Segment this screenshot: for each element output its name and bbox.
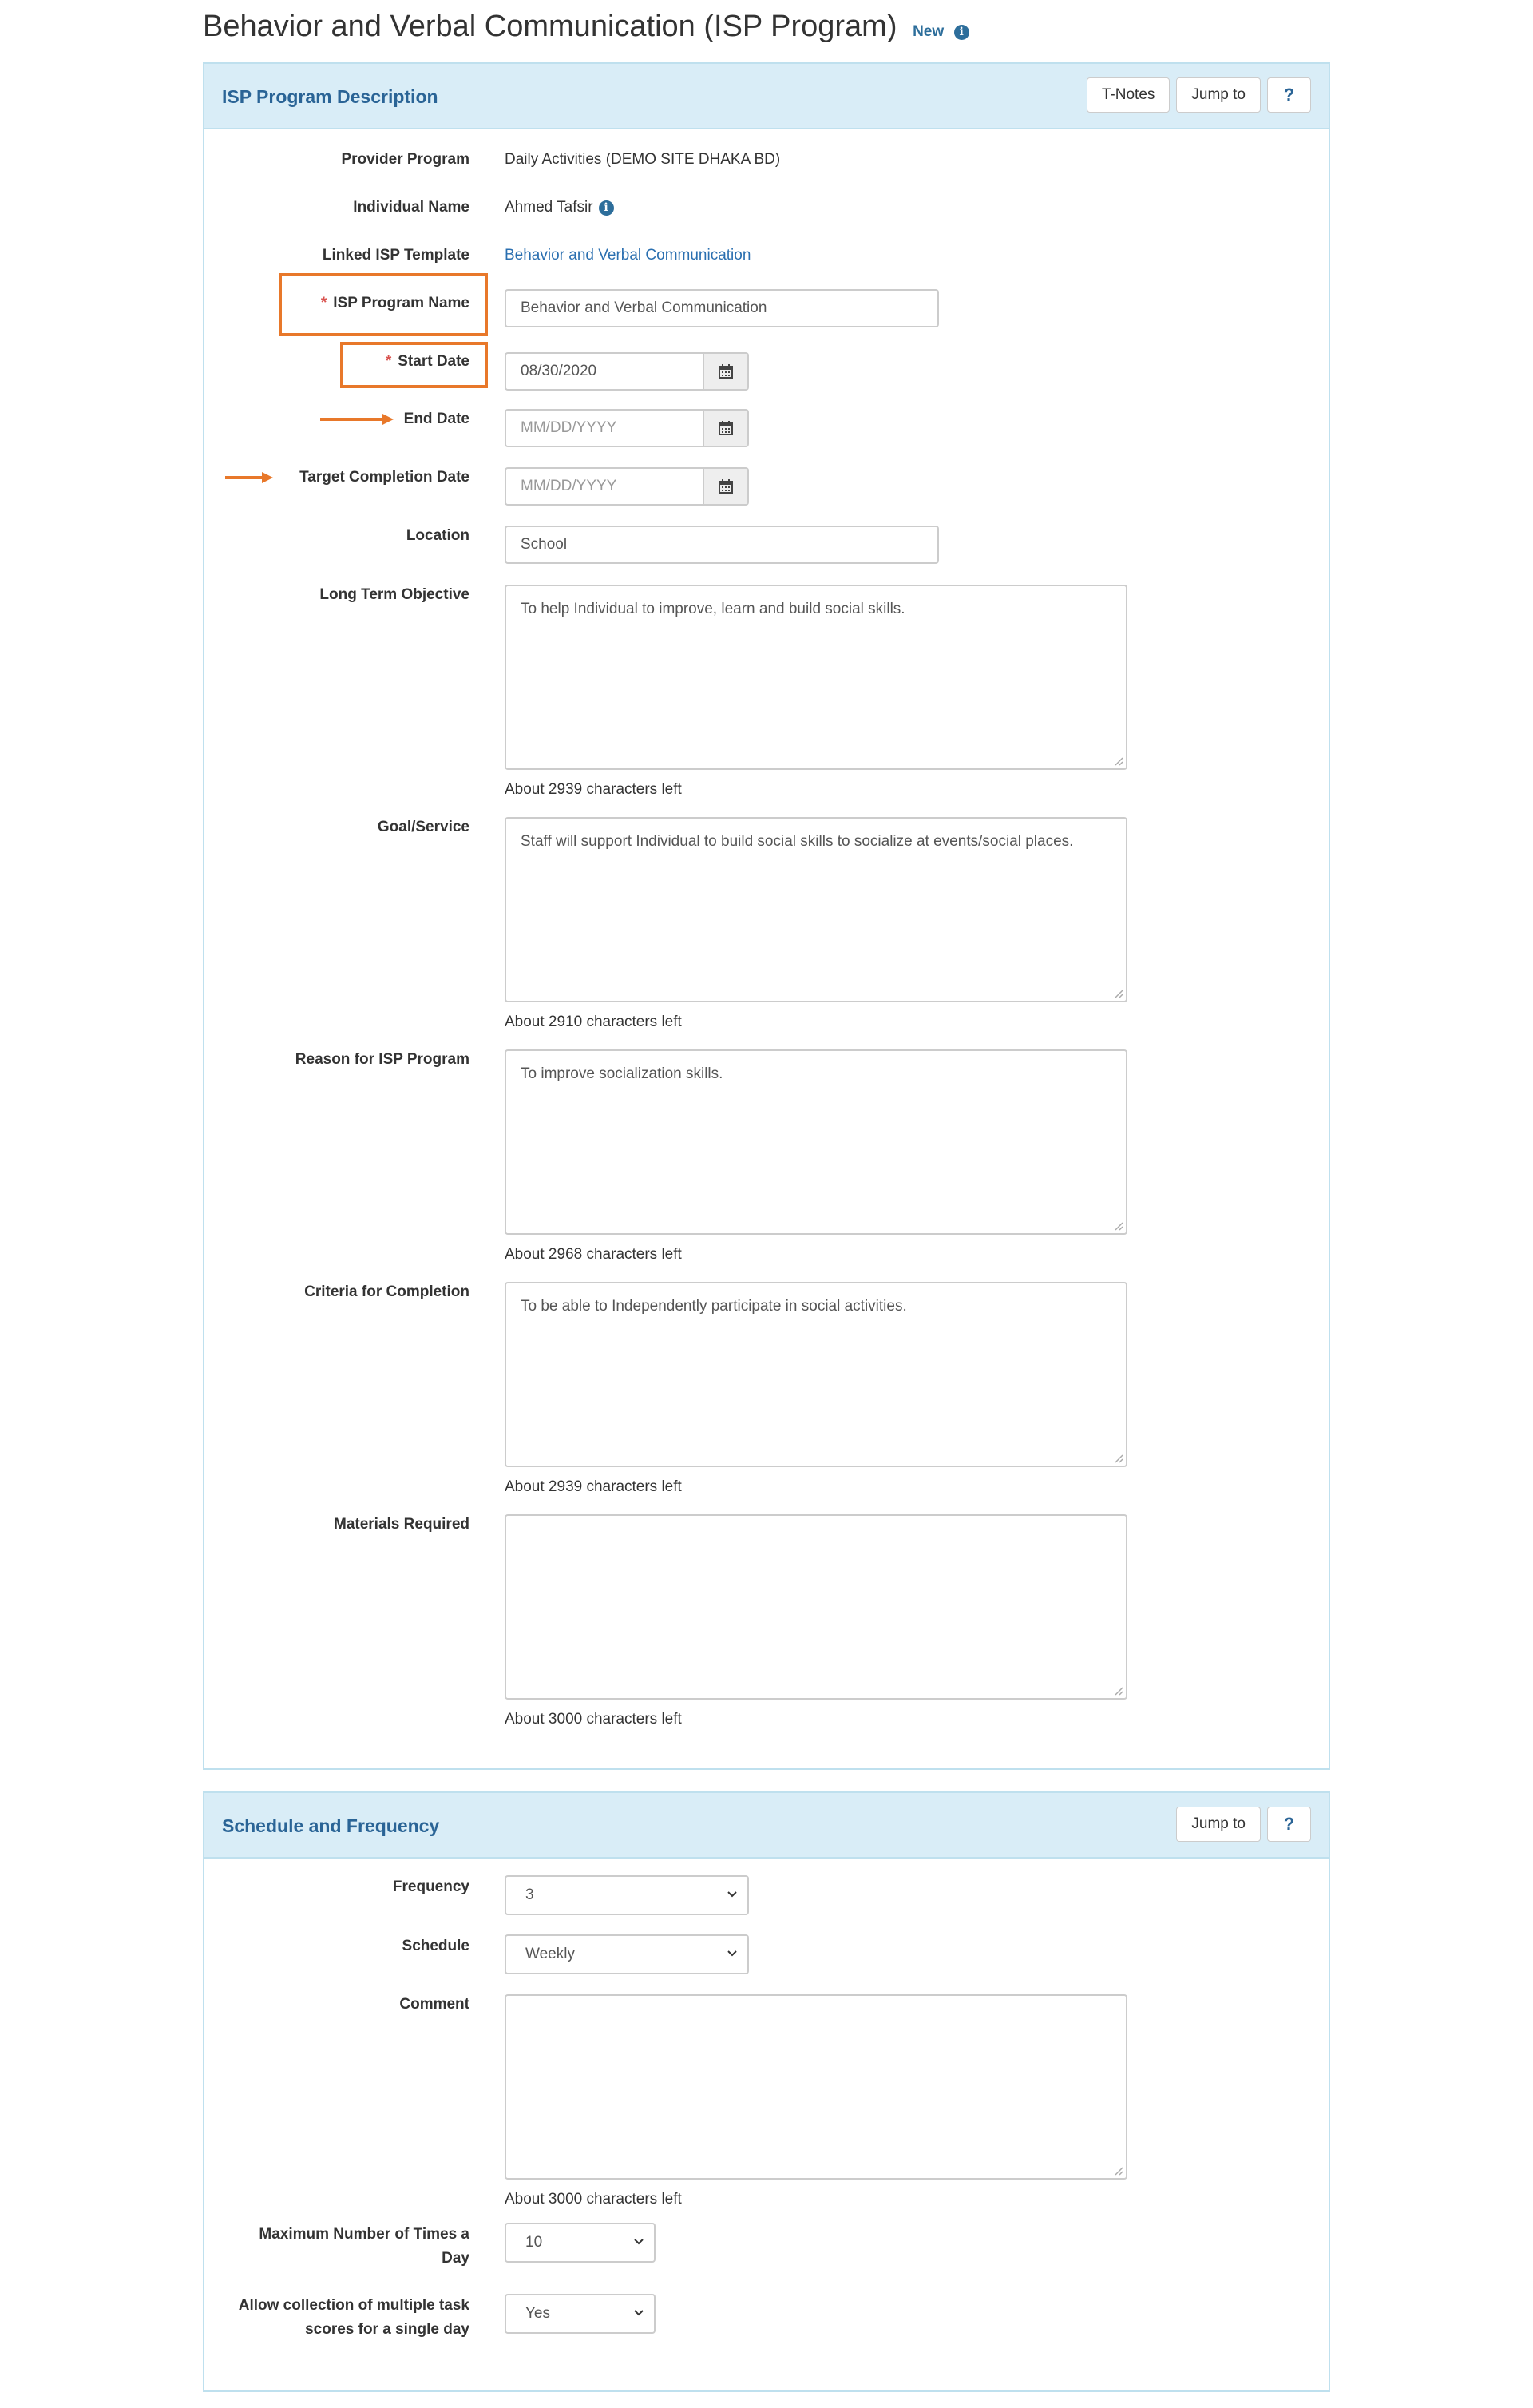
schedule-panel-title: Schedule and Frequency: [222, 1815, 440, 1836]
long-term-objective-text: To help Individual to improve, learn and build social skills.: [521, 601, 905, 617]
start-date-calendar-button[interactable]: [703, 352, 749, 391]
resize-grip-icon[interactable]: [1114, 989, 1123, 998]
schedule-panel: [203, 1791, 1330, 2392]
comment-label: Comment: [399, 1996, 469, 2013]
goal-service-label: Goal/Service: [377, 819, 469, 835]
program-name-label: [321, 292, 469, 315]
program-name-label-text: ISP Program Name: [333, 295, 469, 311]
location-label: Location: [406, 527, 469, 544]
max-times-label: Maximum Number of Times a Day: [259, 2226, 469, 2267]
individual-name-value: [505, 196, 614, 220]
comment-textarea[interactable]: [505, 1994, 1127, 2180]
individual-name-text: Ahmed Tafsir: [505, 199, 593, 216]
reason-counter: About 2968 characters left: [505, 1246, 682, 1263]
page-title-text: Behavior and Verbal Communication (ISP Program): [203, 10, 897, 43]
reason-textarea[interactable]: [505, 1049, 1127, 1235]
chevron-down-icon: [727, 1890, 738, 1898]
materials-counter: About 3000 characters left: [505, 1711, 682, 1728]
resize-grip-icon[interactable]: [1114, 1221, 1123, 1231]
linked-template-label: Linked ISP Template: [322, 247, 469, 264]
frequency-label: Frequency: [392, 1878, 469, 1895]
location-input[interactable]: School: [505, 526, 939, 564]
required-marker: *: [385, 353, 392, 370]
required-marker: *: [320, 295, 327, 311]
end-date-arrow-icon: [320, 413, 394, 426]
description-panel: [203, 62, 1330, 1770]
tnotes-button[interactable]: T-Notes: [1087, 77, 1171, 113]
comment-counter: About 3000 characters left: [505, 2191, 682, 2208]
calendar-icon: [719, 421, 733, 435]
reason-text: To improve socialization skills.: [521, 1065, 723, 1082]
allow-multiple-value: Yes: [525, 2305, 550, 2322]
goal-service-text: Staff will support Individual to build social skills to socialize at events/social places.: [521, 833, 1074, 850]
start-date-label-text: Start Date: [398, 353, 469, 370]
goal-service-counter: About 2910 characters left: [505, 1014, 682, 1030]
resize-grip-icon[interactable]: [1114, 2166, 1123, 2176]
linked-template-link[interactable]: Behavior and Verbal Communication: [505, 247, 751, 264]
chevron-down-icon: [633, 2309, 644, 2317]
schedule-select[interactable]: [505, 1934, 749, 1974]
goal-service-textarea[interactable]: [505, 817, 1127, 1002]
schedule-value: Weekly: [525, 1946, 575, 1962]
target-date-label: Target Completion Date: [299, 469, 469, 486]
target-date-input[interactable]: MM/DD/YYYY: [505, 467, 703, 506]
info-icon[interactable]: i: [954, 25, 969, 40]
long-term-objective-label: Long Term Objective: [319, 586, 469, 603]
criteria-counter: About 2939 characters left: [505, 1478, 682, 1495]
reason-label: Reason for ISP Program: [295, 1051, 469, 1068]
frequency-value: 3: [525, 1886, 534, 1903]
help-button[interactable]: ?: [1267, 77, 1311, 113]
resize-grip-icon[interactable]: [1114, 1686, 1123, 1696]
chevron-down-icon: [633, 2238, 644, 2246]
provider-program-label: Provider Program: [341, 151, 469, 168]
criteria-text: To be able to Independently participate in social activities.: [521, 1298, 907, 1315]
materials-label: Materials Required: [334, 1516, 469, 1533]
schedule-label: Schedule: [402, 1938, 469, 1954]
target-date-picker: [505, 467, 749, 506]
jump-to-button[interactable]: Jump to: [1176, 77, 1261, 113]
page-title: [203, 10, 969, 44]
start-date-input[interactable]: 08/30/2020: [505, 352, 703, 391]
end-date-input[interactable]: MM/DD/YYYY: [505, 409, 703, 447]
description-panel-title: ISP Program Description: [222, 86, 438, 107]
new-badge: New: [913, 23, 945, 40]
description-panel-header: [204, 64, 1329, 129]
program-name-input[interactable]: Behavior and Verbal Communication: [505, 289, 939, 327]
start-date-picker: [505, 352, 749, 391]
individual-info-icon[interactable]: i: [599, 200, 614, 216]
max-times-select[interactable]: [505, 2223, 656, 2263]
allow-multiple-select[interactable]: [505, 2294, 656, 2334]
schedule-jump-to-button[interactable]: Jump to: [1176, 1807, 1261, 1842]
materials-textarea[interactable]: [505, 1514, 1127, 1700]
individual-name-label: Individual Name: [353, 199, 469, 216]
criteria-textarea[interactable]: [505, 1282, 1127, 1467]
end-date-label: End Date: [403, 411, 469, 427]
calendar-icon: [719, 479, 733, 494]
frequency-select[interactable]: [505, 1875, 749, 1915]
chevron-down-icon: [727, 1950, 738, 1958]
resize-grip-icon[interactable]: [1114, 1454, 1123, 1463]
target-date-calendar-button[interactable]: [703, 467, 749, 506]
start-date-label: [386, 350, 469, 374]
end-date-picker: [505, 409, 749, 447]
schedule-help-button[interactable]: ?: [1267, 1807, 1311, 1842]
resize-grip-icon[interactable]: [1114, 756, 1123, 766]
calendar-icon: [719, 364, 733, 379]
target-date-arrow-icon: [225, 471, 273, 484]
long-term-objective-textarea[interactable]: [505, 585, 1127, 770]
schedule-panel-header: [204, 1793, 1329, 1859]
criteria-label: Criteria for Completion: [304, 1283, 469, 1300]
allow-multiple-label: Allow collection of multiple task scores for a single day: [238, 2297, 469, 2338]
end-date-calendar-button[interactable]: [703, 409, 749, 447]
provider-program-value: Daily Activities (DEMO SITE DHAKA BD): [505, 151, 781, 168]
long-term-objective-counter: About 2939 characters left: [505, 781, 682, 798]
max-times-value: 10: [525, 2234, 543, 2251]
